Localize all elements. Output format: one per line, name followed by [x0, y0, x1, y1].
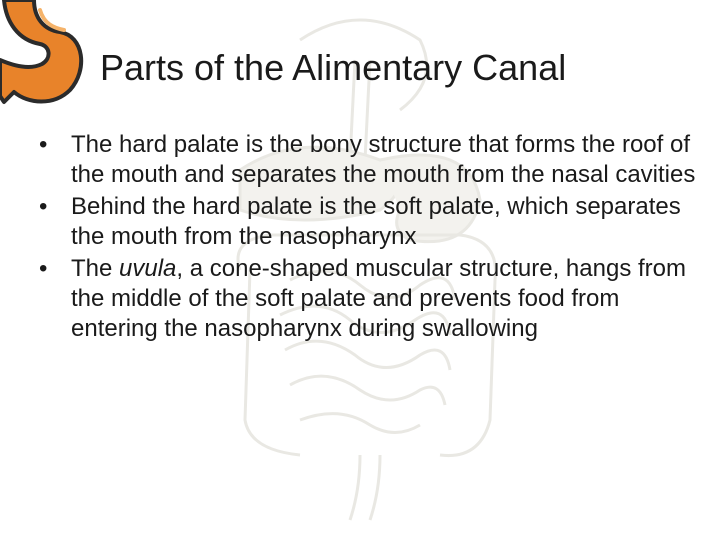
bullet-marker: •	[39, 193, 48, 220]
bullet-item	[36, 192, 696, 252]
bullet-text: Behind the hard palate is the soft palate, which separates the mouth from the nasopharynx	[71, 193, 681, 250]
bullet-item	[36, 130, 696, 190]
bullet-text: The hard palate is the bony structure that forms the roof of the mouth and separates the mouth from the nasal cavities	[71, 131, 696, 188]
bullet-text-italic: uvula	[119, 255, 177, 282]
stomach-icon	[0, 0, 92, 112]
slide-title: Parts of the Alimentary Canal	[100, 47, 567, 88]
bullet-text: , a cone-shaped muscular structure, hangs from the middle of the soft palate and prevents food from entering the nasopharynx during swallowing	[71, 255, 686, 342]
bullet-marker: •	[39, 255, 48, 282]
bullet-text: The	[71, 255, 120, 282]
bullet-list	[36, 130, 696, 346]
bullet-item	[36, 254, 696, 344]
bullet-marker: •	[39, 131, 48, 158]
